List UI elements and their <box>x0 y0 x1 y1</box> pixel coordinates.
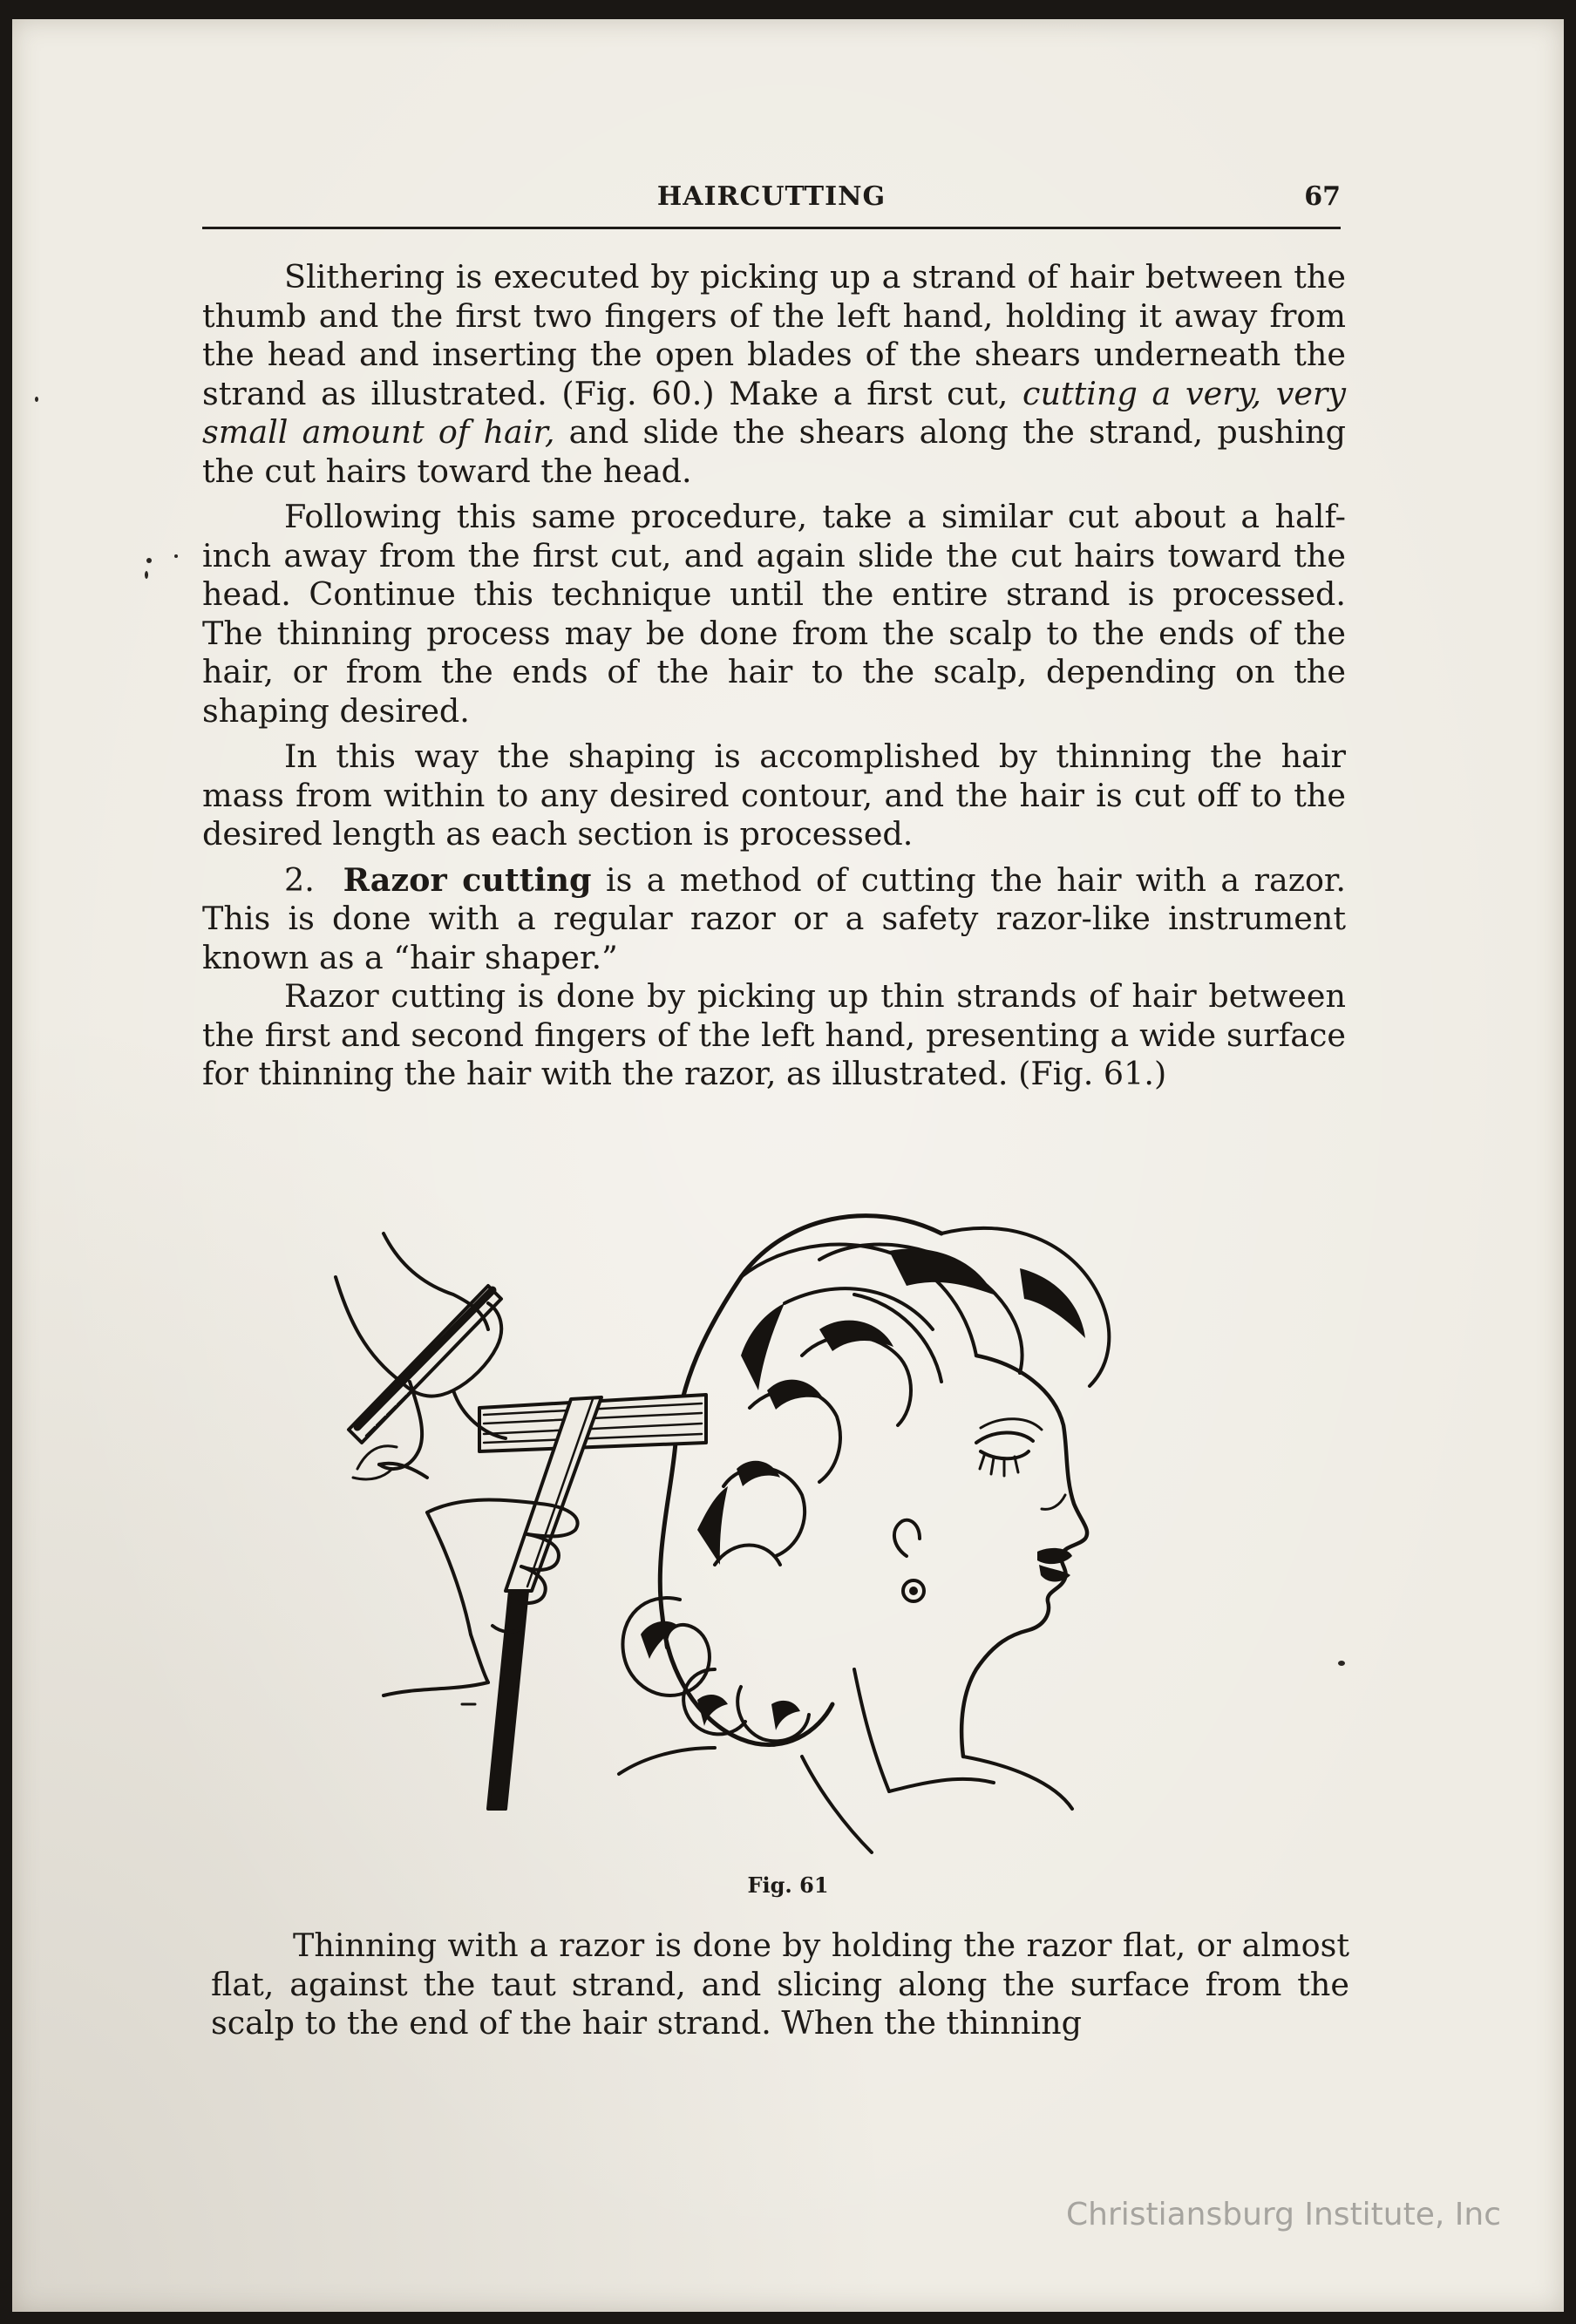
page-speck <box>146 558 152 563</box>
page-speck <box>1338 1661 1345 1666</box>
paragraph-text: Slithering is executed by picking up a strand of hair between the thumb and the first two fingers of the left hand, holding it away from the head and inserting the open blades of the shears underneath the strand as illustrated. (Fig. 60.) Make a first cut, <box>202 258 1346 412</box>
emphasis-text: cutting a very, very small amount of hair, <box>202 374 1346 451</box>
paragraph-text: and slide the shears along the strand, pushing the cut hairs toward the head. <box>202 413 1346 490</box>
paragraph-text: is a method of cutting the hair with a razor. This is done with a regular razor or a safety razor-like instrument known as a “hair shaper.” <box>202 860 1346 976</box>
term-razor-cutting: Razor cutting <box>343 860 592 899</box>
body-text-bottom <box>211 1926 1349 2050</box>
running-header <box>202 174 1341 229</box>
page-number: 67 <box>1304 181 1341 212</box>
page-speck <box>35 397 38 402</box>
page-speck <box>145 571 148 579</box>
list-number: 2. <box>284 860 315 899</box>
watermark: Christiansburg Institute, Inc <box>1065 2197 1501 2232</box>
paragraph-slithering <box>202 258 1346 491</box>
figure-caption: Fig. 61 <box>747 1872 829 1898</box>
woman-profile-razor-cutting-illustration <box>331 1181 1229 1861</box>
body-text-top <box>202 258 1346 1101</box>
running-header-title: HAIRCUTTING <box>656 181 886 212</box>
paragraph-thinning: Thinning with a razor is done by holding the razor flat, or almost flat, against the taut strand, and slicing along the surface from the scalp to the end of the hair strand. When the thinning <box>211 1926 1349 2042</box>
paragraph-procedure: Following this same procedure, take a similar cut about a half-inch away from the first cut, and again slide the cut hairs toward the head. Continue this technique until the entire strand is processed. The thinning process may be done from the scalp to the ends of the hair, or from the ends of the hair to the scalp, depending on the shaping desired. <box>202 498 1346 730</box>
page-speck <box>174 554 178 558</box>
paragraph-shaping: In this way the shaping is accomplished by thinning the hair mass from within to any desired contour, and the hair is cut off to the desired length as each section is processed. <box>202 737 1346 853</box>
figure-61 <box>331 1181 1229 1861</box>
paragraph-razor-technique: Razor cutting is done by picking up thin strands of hair between the first and second fingers of the left hand, presenting a wide surface for thinning the hair with the razor, as illustrated. (Fig. 61.) <box>202 977 1346 1092</box>
paragraph-razor-cutting <box>202 861 1346 978</box>
